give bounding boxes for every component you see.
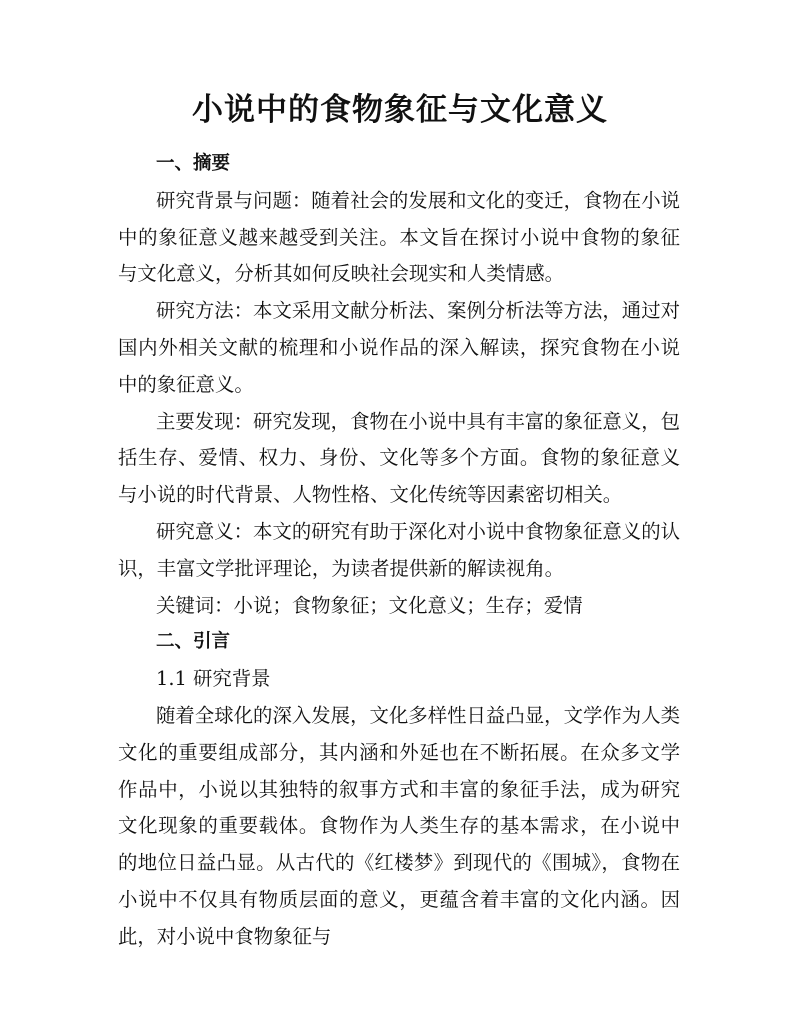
document-body [118,146,680,956]
subsection-heading-background: 1.1 研究背景 [156,667,271,691]
document-title: 小说中的食物象征与文化意义 [192,92,608,128]
abstract-paragraph-method: 研究方法：本文采用文献分析法、案例分析法等方法，通过对国内外相关文献的梳理和小说作品的深入解读，探究食物在小说中的象征意义。 [118,299,680,396]
section-heading-introduction: 二、引言 [156,631,231,653]
abstract-paragraph-findings: 主要发现：研究发现，食物在小说中具有丰富的象征意义，包括生存、爱情、权力、身份、文化等多个方面。食物的象征意义与小说的时代背景、人物性格、文化传统等因素密切相关。 [118,409,680,507]
abstract-paragraph-background: 研究背景与问题：随着社会的发展和文化的变迁，食物在小说中的象征意义越来越受到关注。本文旨在探讨小说中食物的象征与文化意义，分析其如何反映社会现实和人类情感。 [118,188,680,286]
introduction-paragraph: 随着全球化的深入发展，文化多样性日益凸显，文学作为人类文化的重要组成部分，其内涵和外延也在不断拓展。在众多文学作品中，小说以其独特的叙事方式和丰富的象征手法，成为研究文化现象的重要载体。食物作为人类生存的基本需求，在小说中的地位日益凸显。从古代的《红楼梦》到现代的《围城》，食物在小说中不仅具有物质层面的意义，更蕴含着丰富的文化内涵。因此，对小说中食物象征与 [118,703,680,948]
keywords-line: 关键词：小说；食物象征；文化意义；生存；爱情 [156,593,583,617]
section-heading-abstract: 一、摘要 [156,153,231,174]
abstract-paragraph-significance: 研究意义：本文的研究有助于深化对小说中食物象征意义的认识，丰富文学批评理论，为读者提供新的解读视角。 [118,519,680,580]
